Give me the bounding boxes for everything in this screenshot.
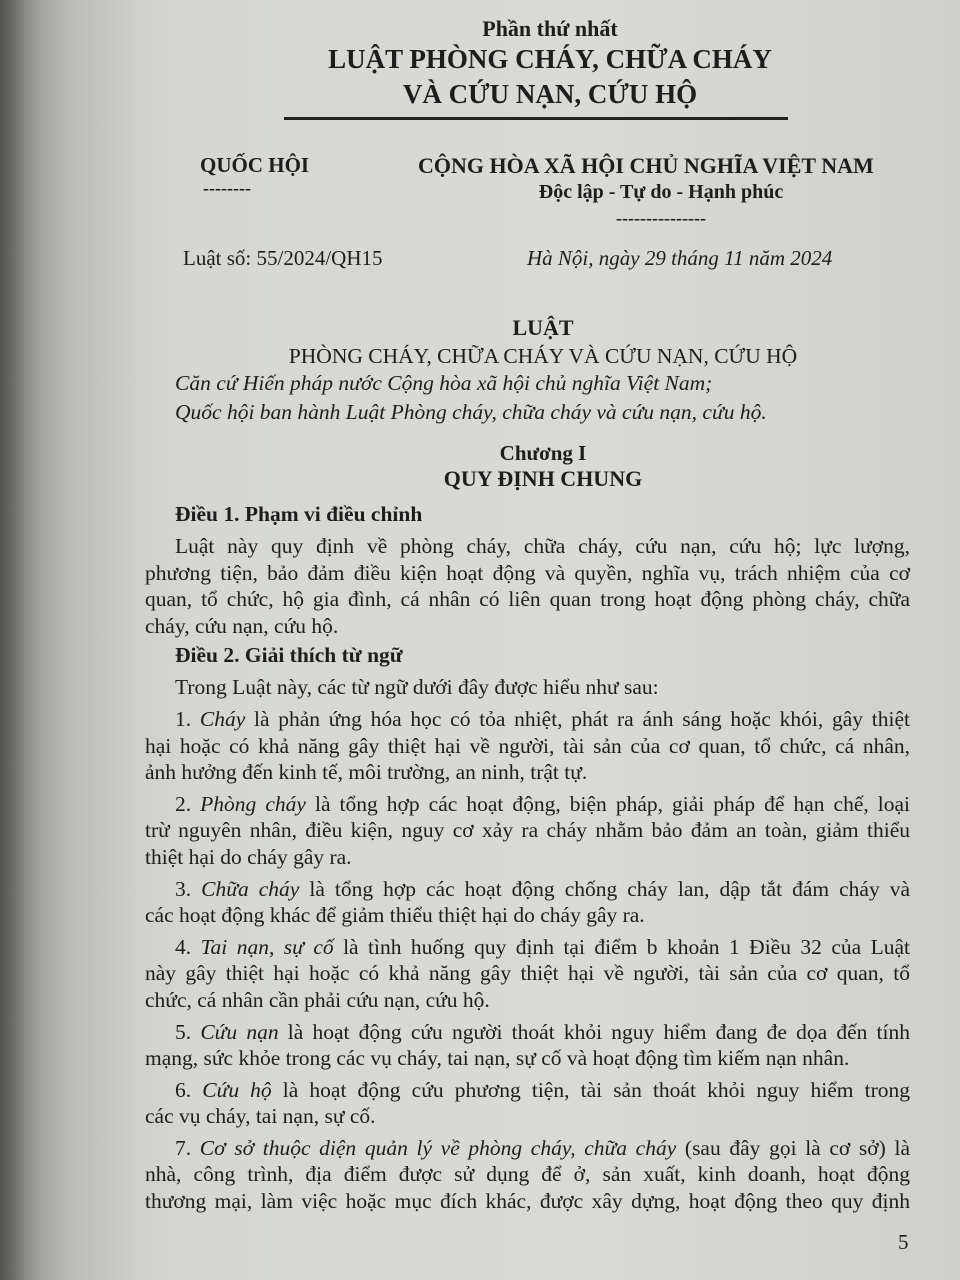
chapter-label: Chương I bbox=[499, 441, 587, 465]
text-segment: 4. bbox=[175, 934, 201, 959]
text-line bbox=[145, 1161, 910, 1188]
text-line bbox=[145, 733, 910, 760]
text-segment: 1. bbox=[175, 706, 200, 731]
part-heading: Phần thứ nhất bbox=[482, 16, 618, 41]
text-line bbox=[145, 1077, 910, 1104]
facing-page-gutter bbox=[0, 0, 140, 1280]
text-line bbox=[145, 987, 910, 1014]
book-title-line1: LUẬT PHÒNG CHÁY, CHỮA CHÁY bbox=[328, 44, 772, 74]
text-segment: là hoạt động cứu phương tiện, tài sản thoát khỏi nguy hiểm trong bbox=[271, 1077, 910, 1102]
text-segment: này gây thiệt hại hoặc có khả năng gây thiệt hại về người, tài sản của cơ quan, tổ bbox=[145, 961, 910, 986]
text-segment: thiệt hại do cháy gây ra. bbox=[145, 844, 352, 869]
defined-term: Cháy bbox=[199, 706, 246, 731]
legal-basis: Căn cứ Hiến pháp nước Cộng hòa xã hội chủ nghĩa Việt Nam; bbox=[175, 371, 713, 395]
text-line bbox=[145, 1045, 910, 1072]
text-line bbox=[145, 1103, 910, 1130]
chapter-title: QUY ĐỊNH CHUNG bbox=[443, 466, 643, 491]
issuer-name: QUỐC HỘI bbox=[200, 153, 310, 177]
text-line bbox=[145, 876, 910, 903]
paragraph bbox=[145, 533, 910, 639]
text-segment: chức, cá nhân cần phải cứu nạn, cứu hộ. bbox=[145, 987, 490, 1012]
text-segment: thương mại, làm việc hoặc mục đích khác, được xây dựng, hoạt động theo quy định bbox=[145, 1189, 910, 1214]
text-segment: là hoạt động cứu người thoát khỏi nguy hiểm đang đe dọa đến tính bbox=[278, 1019, 910, 1044]
text-segment: 2. bbox=[175, 791, 201, 816]
paragraph bbox=[145, 674, 910, 701]
text-line bbox=[145, 560, 910, 587]
text-segment: Trong Luật này, các từ ngữ dưới đây được hiểu như sau: bbox=[175, 675, 659, 700]
issuer-divider: -------- bbox=[203, 178, 251, 198]
paragraph bbox=[145, 1077, 910, 1130]
enactment-statement: Quốc hội ban hành Luật Phòng cháy, chữa cháy và cứu nạn, cứu hộ. bbox=[175, 400, 767, 424]
text-line bbox=[145, 1188, 910, 1215]
text-line bbox=[145, 791, 910, 818]
text-segment: ảnh hưởng đến kinh tế, môi trường, an ninh, trật tự. bbox=[145, 760, 588, 785]
defined-term: Cứu nạn bbox=[200, 1019, 279, 1044]
text-line bbox=[145, 586, 910, 613]
law-number: Luật số: 55/2024/QH15 bbox=[183, 246, 383, 270]
text-segment: là tổng hợp các hoạt động, biện pháp, giải pháp để hạn chế, loại bbox=[305, 791, 911, 816]
paragraph bbox=[145, 791, 910, 871]
text-line bbox=[145, 674, 910, 701]
text-line bbox=[145, 759, 910, 786]
text-segment: trừ nguyên nhân, điều kiện, nguy cơ xảy ra cháy nhằm bảo đảm an toàn, giảm thiểu bbox=[145, 818, 910, 843]
text-line bbox=[145, 844, 910, 871]
text-segment: mạng, sức khỏe trong các vụ cháy, tai nạn, sự cố và hoạt động tìm kiếm nạn nhân. bbox=[145, 1046, 850, 1071]
title-divider bbox=[284, 117, 788, 120]
paragraph bbox=[145, 1135, 910, 1215]
text-line bbox=[145, 960, 910, 987]
text-segment: 6. bbox=[175, 1077, 203, 1102]
place-date: Hà Nội, ngày 29 tháng 11 năm 2024 bbox=[527, 246, 833, 270]
document-title: PHÒNG CHÁY, CHỮA CHÁY VÀ CỨU NẠN, CỨU HỘ bbox=[288, 344, 798, 368]
paragraph bbox=[145, 876, 910, 929]
defined-term: Tai nạn, sự cố bbox=[200, 934, 334, 959]
text-segment: cháy, cứu nạn, cứu hộ. bbox=[145, 613, 339, 638]
text-line bbox=[145, 1019, 910, 1046]
nation-name: CỘNG HÒA XÃ HỘI CHỦ NGHĨA VIỆT NAM bbox=[418, 153, 874, 178]
defined-term: Cứu hộ bbox=[202, 1077, 272, 1102]
text-line bbox=[145, 706, 910, 733]
text-line bbox=[145, 902, 910, 929]
text-segment: nhà, công trình, địa điểm được sử dụng để ở, sản xuất, kinh doanh, hoạt động bbox=[145, 1162, 910, 1187]
defined-term: Phòng cháy bbox=[200, 791, 306, 816]
text-segment: các vụ cháy, tai nạn, sự cố. bbox=[145, 1104, 376, 1129]
text-segment: (sau đây gọi là cơ sở) là bbox=[676, 1135, 911, 1160]
text-segment: 5. bbox=[175, 1019, 201, 1044]
text-segment: Luật này quy định về phòng cháy, chữa cháy, cứu nạn, cứu hộ; lực lượng, bbox=[175, 534, 910, 558]
paragraph bbox=[145, 934, 910, 1014]
text-segment: 3. bbox=[175, 876, 202, 901]
document-body bbox=[145, 498, 910, 1215]
text-segment: là tình huống quy định tại điểm b khoản 1 Điều 32 của Luật bbox=[333, 934, 911, 959]
text-segment: 7. bbox=[175, 1135, 200, 1160]
text-segment: là tổng hợp các hoạt động chống cháy lan, dập tắt đám cháy và bbox=[299, 876, 911, 901]
paragraph bbox=[145, 1019, 910, 1072]
motto-divider: --------------- bbox=[616, 208, 706, 228]
page-number: 5 bbox=[898, 1230, 909, 1254]
document-type: LUẬT bbox=[512, 315, 574, 340]
article-heading: Điều 2. Giải thích từ ngữ bbox=[175, 643, 403, 668]
defined-term: Chữa cháy bbox=[201, 876, 300, 901]
text-segment: là phản ứng hóa học có tỏa nhiệt, phát ra ánh sáng hoặc khói, gây thiệt bbox=[245, 706, 910, 731]
nation-motto: Độc lập - Tự do - Hạnh phúc bbox=[538, 181, 784, 203]
text-line bbox=[145, 533, 910, 560]
book-title-line2: VÀ CỨU NẠN, CỨU HỘ bbox=[402, 79, 698, 109]
text-line bbox=[145, 613, 910, 640]
text-segment: hại hoặc có khả năng gây thiệt hại về người, tài sản của cơ quan, tổ chức, cá nhân, bbox=[145, 733, 910, 758]
text-line bbox=[145, 1135, 910, 1162]
text-segment: quan, tổ chức, hộ gia đình, cá nhân có liên quan trong hoạt động phòng cháy, chữa bbox=[145, 587, 910, 612]
article-heading: Điều 1. Phạm vi điều chỉnh bbox=[175, 502, 423, 526]
text-segment: các hoạt động khác để giảm thiểu thiệt hại do cháy gây ra. bbox=[145, 903, 645, 928]
paragraph bbox=[145, 706, 910, 786]
defined-term: Cơ sở thuộc diện quản lý về phòng cháy, chữa cháy bbox=[199, 1135, 677, 1160]
text-line bbox=[145, 817, 910, 844]
text-line bbox=[145, 934, 910, 961]
text-segment: phương tiện, bảo đảm điều kiện hoạt động và quyền, nghĩa vụ, trách nhiệm của cơ bbox=[145, 560, 910, 585]
